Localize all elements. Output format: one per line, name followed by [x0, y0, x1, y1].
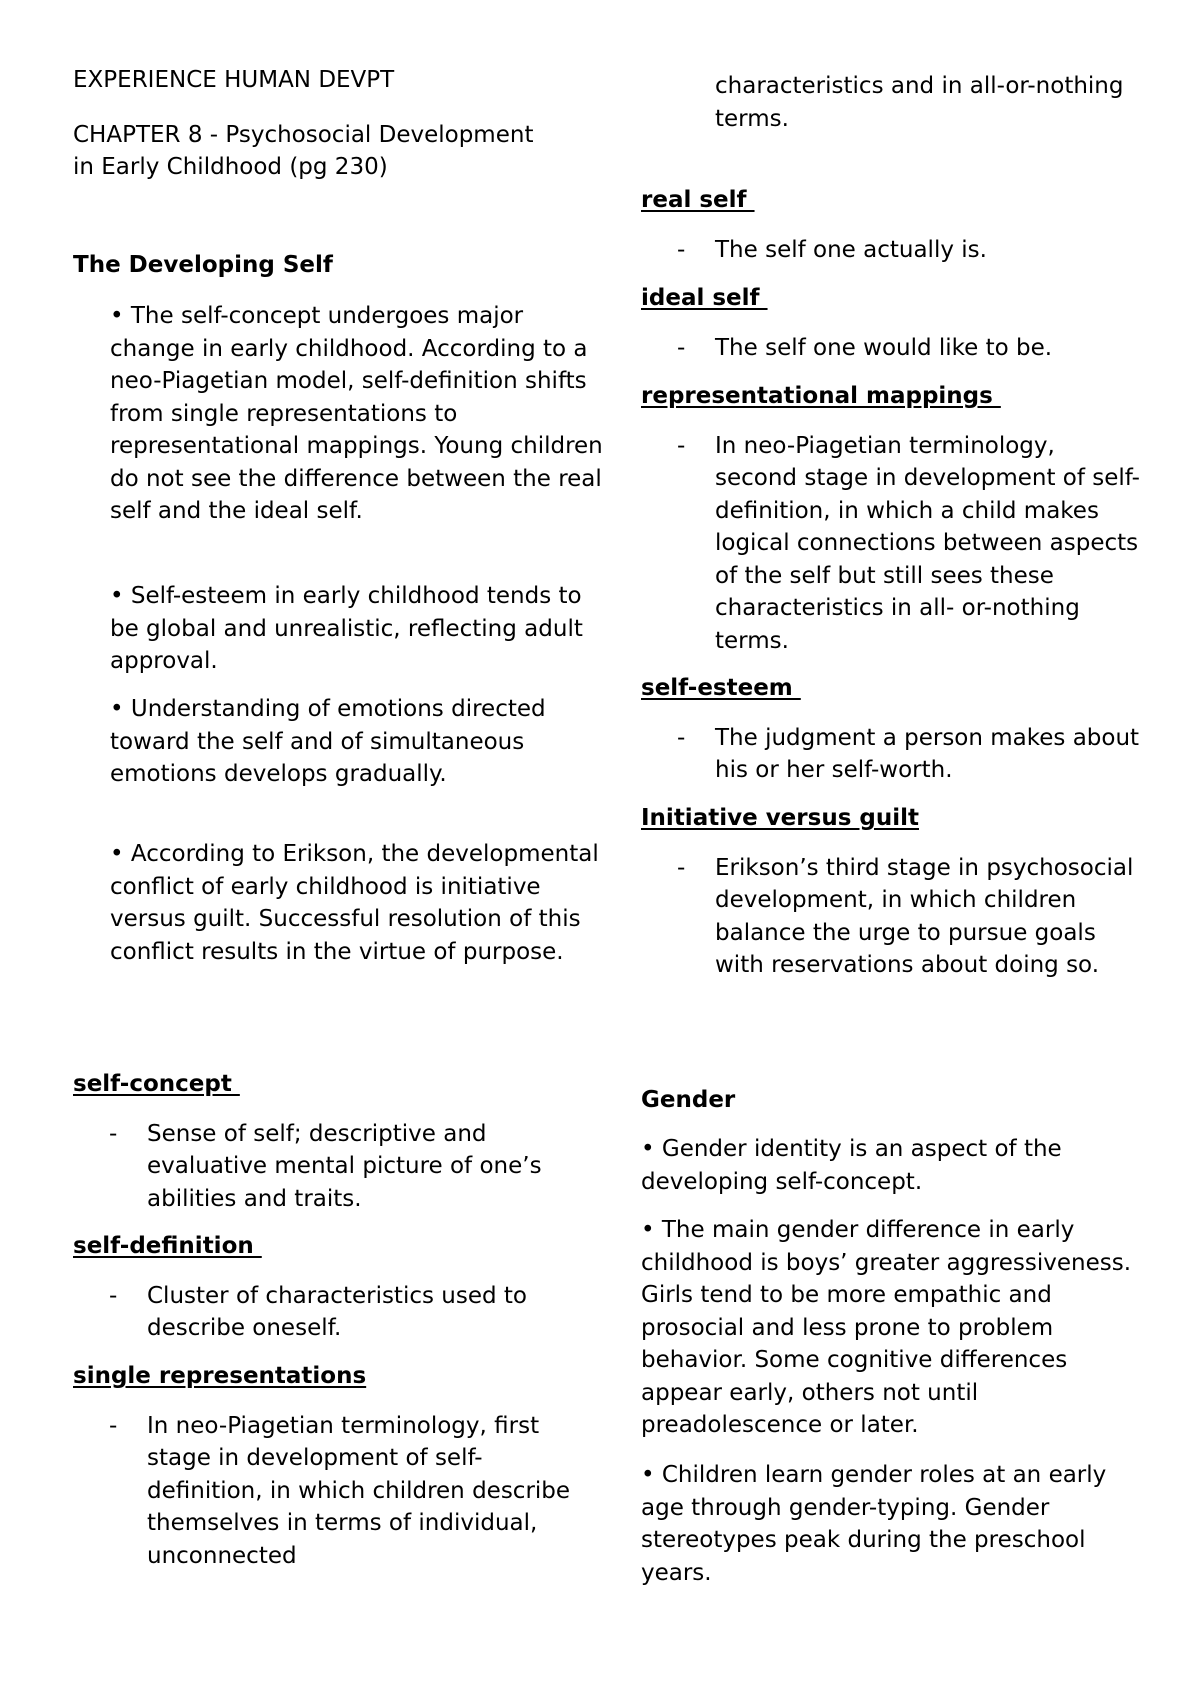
document-title: EXPERIENCE HUMAN DEVPT — [73, 67, 395, 93]
glossary-entry-self-definition — [73, 1230, 573, 1345]
glossary-term: ideal self — [641, 285, 768, 311]
dash-marker: - — [677, 854, 686, 881]
glossary-entry-self-concept — [73, 1068, 573, 1215]
developing-self-bullet: • Self-esteem in early childhood tends to be global and unrealistic, reflecting adult approval. — [110, 583, 583, 674]
chapter-title-line-2: in Early Childhood (pg 230) — [73, 154, 388, 180]
chapter-title-line-1: CHAPTER 8 - Psychosocial Development — [73, 122, 534, 148]
glossary-entry-single-representations — [73, 1360, 573, 1572]
gender-bullet: • Children learn gender roles at an early age through gender-typing. Gender stereotypes peak during the preschool years. — [641, 1462, 1107, 1586]
glossary-term: real self — [641, 187, 755, 213]
definition-continuation: characteristics and in all-or-nothing terms. — [715, 73, 1124, 132]
dash-marker: - — [109, 1412, 118, 1439]
glossary-term: Initiative versus guilt — [641, 805, 919, 831]
glossary-term: self-definition — [73, 1233, 262, 1259]
dash-marker: - — [677, 236, 686, 263]
developing-self-bullet: • According to Erikson, the developmental conflict of early childhood is initiative versus guilt. Successful resolution of this conflict results in the virtue of purpose. — [110, 841, 599, 965]
developing-self-heading: The Developing Self — [73, 252, 333, 278]
glossary-definition: The self one would like to be. — [715, 334, 1053, 361]
glossary-term: representational mappings — [641, 383, 1001, 409]
glossary-definition: The self one actually is. — [715, 236, 987, 263]
glossary-entry-representational-mappings — [641, 380, 1141, 657]
developing-self-bullet: • Understanding of emotions directed toward the self and of simultaneous emotions develops gradually. — [110, 696, 546, 787]
glossary-term: self-esteem — [641, 675, 801, 701]
glossary-definition: Cluster of characteristics used to describe oneself. — [147, 1282, 527, 1341]
gender-heading: Gender — [641, 1087, 736, 1113]
dash-marker: - — [677, 432, 686, 459]
glossary-entry-initiative-versus-guilt — [641, 802, 1141, 982]
glossary-term: self-concept — [73, 1071, 240, 1097]
glossary-entry-ideal-self — [641, 282, 1141, 364]
glossary-definition: In neo-Piagetian terminology, second stage in development of self-definition, in which a child makes logical connections between aspects of the self but still sees these characteristics in all- or-nothing terms. — [715, 432, 1140, 654]
glossary-term: single representations — [73, 1363, 367, 1389]
dash-marker: - — [109, 1120, 118, 1147]
glossary-definition: Erikson’s third stage in psychosocial development, in which children balance the urge to pursue goals with reservations about doing so. — [715, 854, 1134, 978]
glossary-definition: The judgment a person makes about his or her self-worth. — [715, 724, 1140, 783]
dash-marker: - — [677, 334, 686, 361]
gender-bullet: • The main gender difference in early childhood is boys’ greater aggressiveness. Girls tend to be more empathic and prosocial and less prone to problem behavior. Some cognitive differences appear early, others not until preadolescence or later. — [641, 1217, 1132, 1438]
dash-marker: - — [109, 1282, 118, 1309]
glossary-definition: In neo-Piagetian terminology, first stage in development of self-definition, in which children describe themselves in terms of individual, unconnected — [147, 1412, 571, 1569]
dash-marker: - — [677, 724, 686, 751]
glossary-entry-self-esteem — [641, 672, 1141, 787]
gender-bullet: • Gender identity is an aspect of the developing self-concept. — [641, 1136, 1062, 1195]
developing-self-bullet: • The self-concept undergoes major change in early childhood. According to a neo-Piagetian model, self-definition shifts from single representations to representational mappings. Young children do not see the difference between the real self and the ideal self. — [110, 303, 603, 524]
glossary-definition: Sense of self; descriptive and evaluative mental picture of one’s abilities and traits. — [147, 1120, 542, 1212]
glossary-entry-real-self — [641, 184, 1141, 266]
